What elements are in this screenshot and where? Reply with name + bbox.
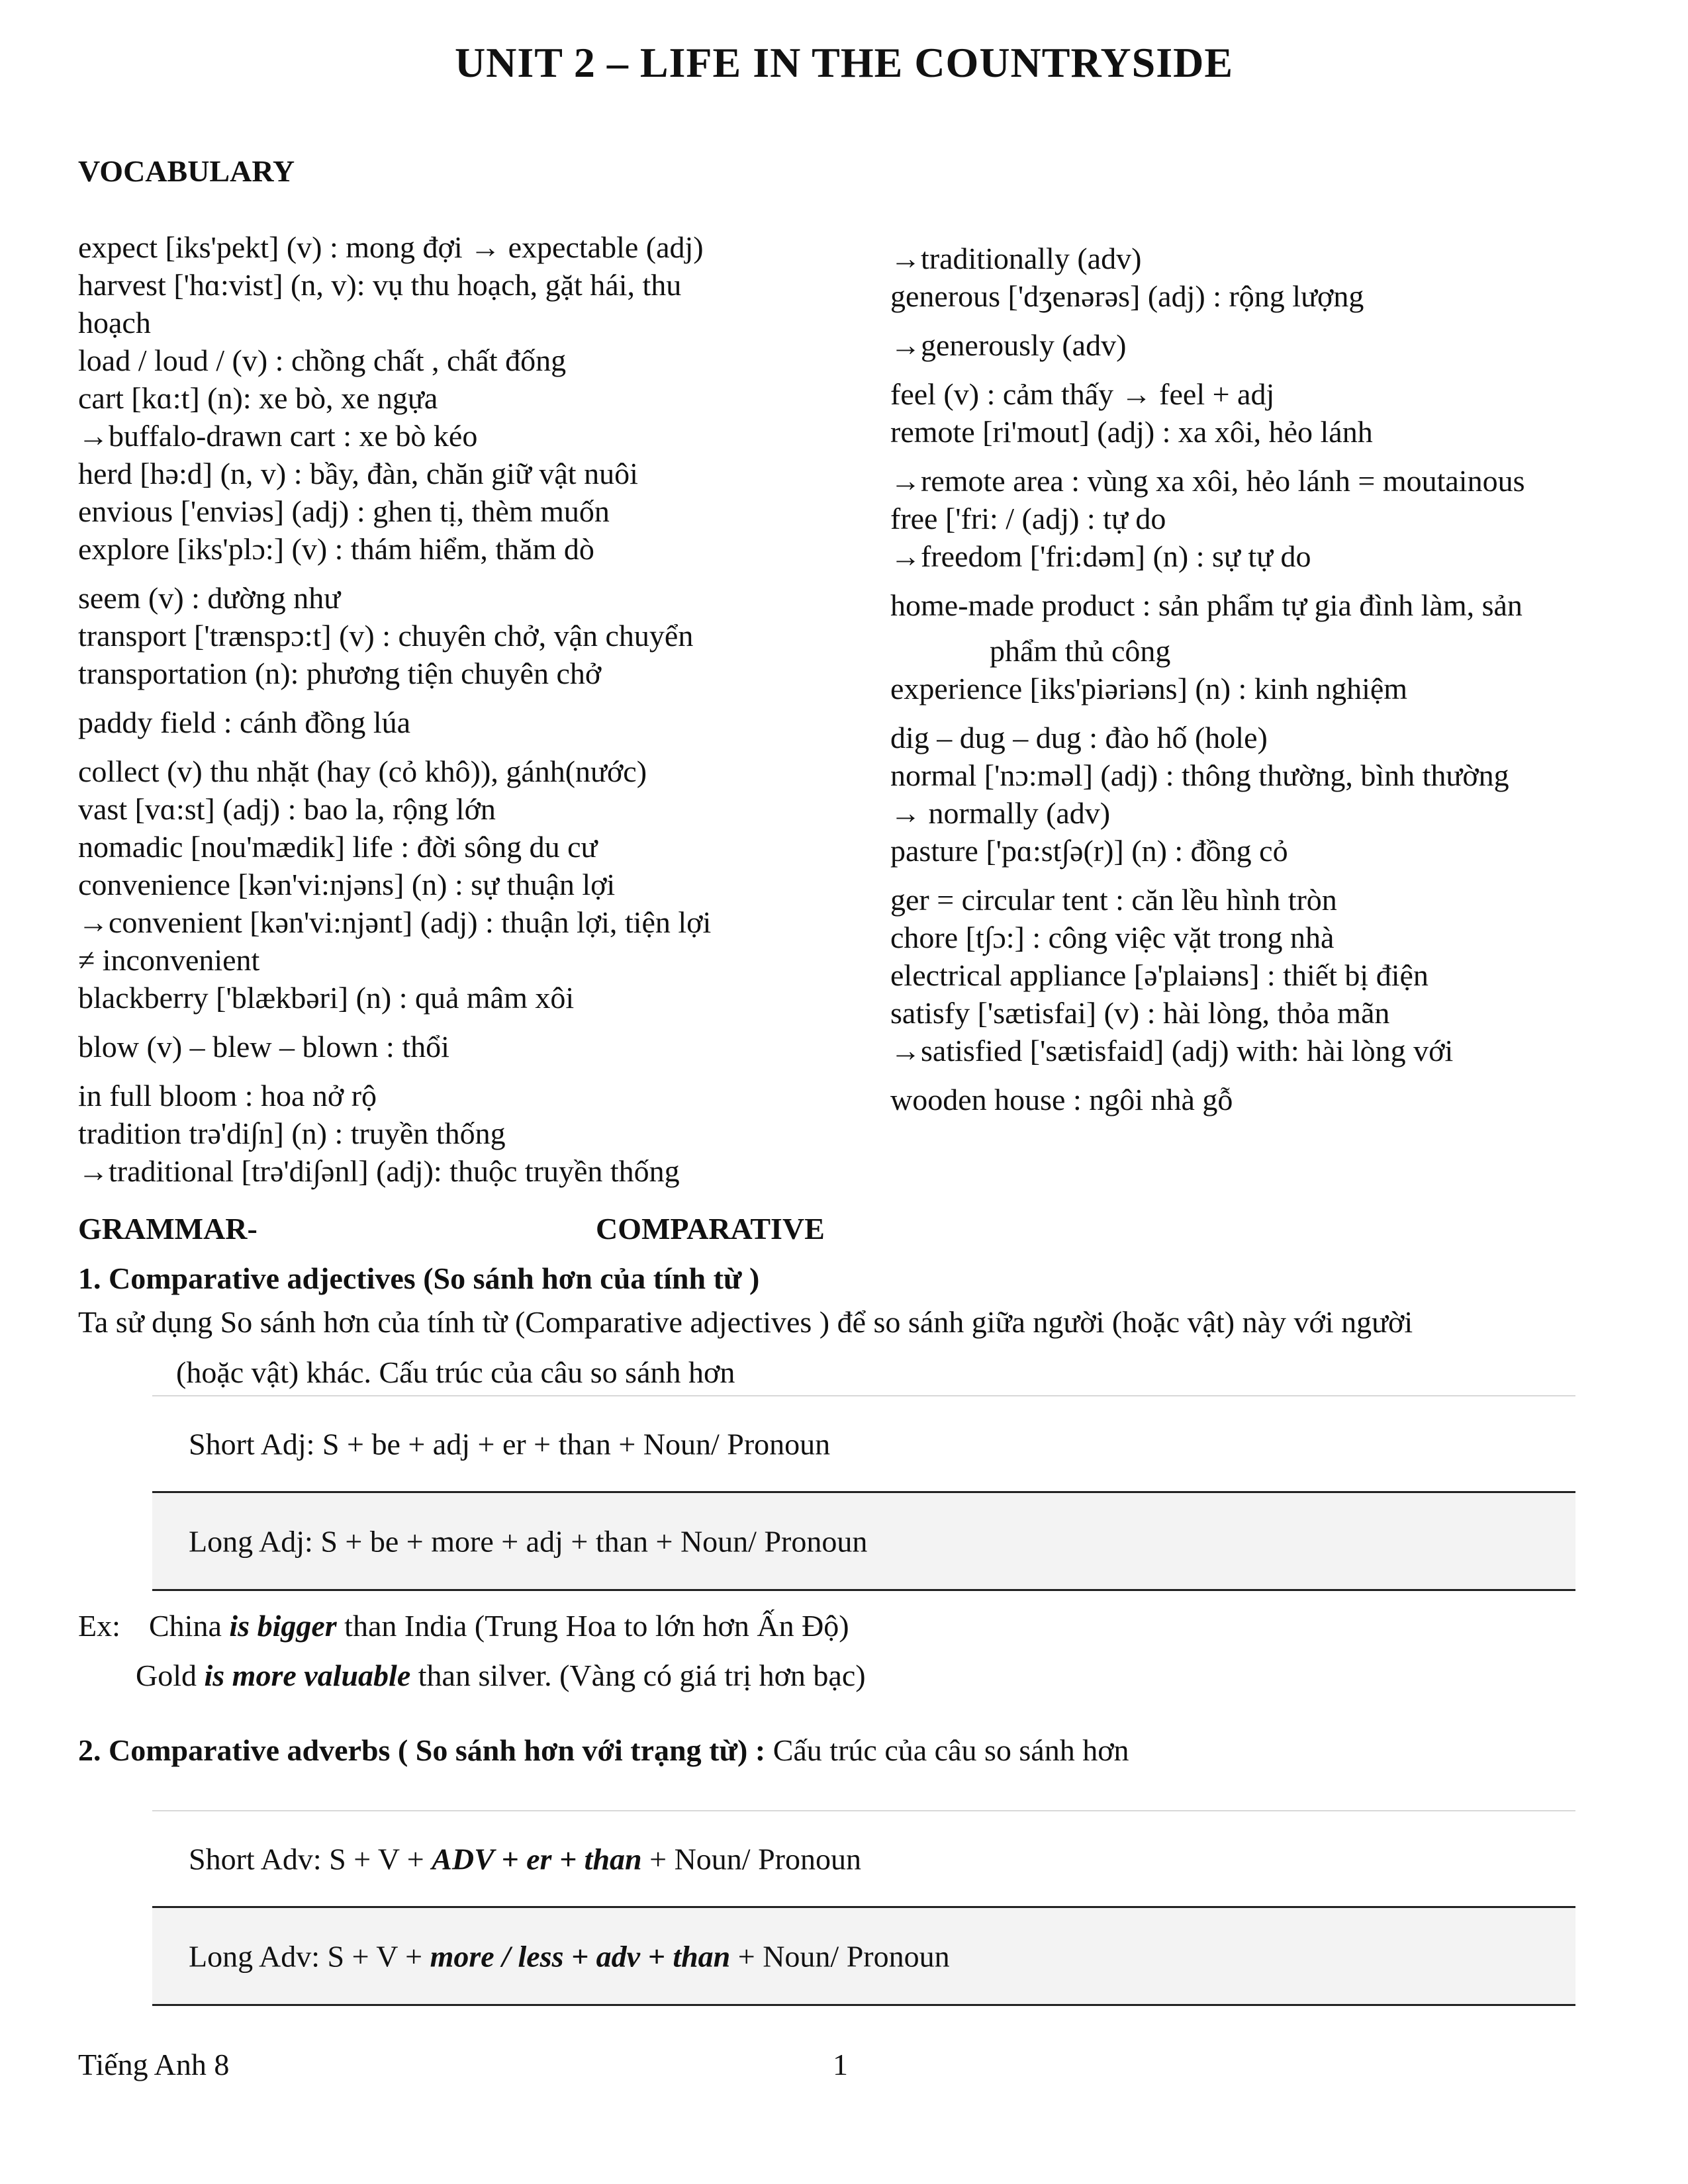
example-text: than silver. (Vàng có giá trị hơn bạc) <box>410 1659 866 1692</box>
section-1-paragraph <box>78 1297 1601 1398</box>
vocab-entry: remote [ri'mout] (adj) : xa xôi, hẻo lánh <box>890 415 1373 449</box>
rule-text: + Noun/ Pronoun <box>641 1842 861 1876</box>
vocab-entry: envious ['enviəs] (adj) : ghen tị, thèm muốn <box>78 494 610 528</box>
vocab-entry: chore [t∫ɔ:] : công việc vặt trong nhà <box>890 921 1335 954</box>
vocab-entry: free ['fri: / (adj) : tự do <box>890 502 1166 535</box>
vocab-entry: →satisfied ['sætisfaid] (adj) with: hài lòng với <box>890 1034 1454 1068</box>
long-adj-rule: Long Adj: S + be + more + adj + than + Noun/ Pronoun <box>189 1524 868 1558</box>
vocab-entry: →generously (adv) <box>890 328 1127 362</box>
example-text: than India (Trung Hoa to lớn hơn Ấn Độ) <box>336 1609 849 1643</box>
vocab-entry: paddy field : cánh đồng lúa <box>78 705 411 739</box>
rule-emphasis: ADV + er + than <box>432 1842 642 1876</box>
vocab-entry: herd [hə:d] (n, v) : bầy, đàn, chăn giữ vật nuôi <box>78 457 638 490</box>
vocab-entry: electrical appliance [ə'plaiəns] : thiết bị điện <box>890 958 1429 992</box>
vocab-left-column <box>78 228 711 1190</box>
page-number: 1 <box>833 2048 848 2081</box>
vocab-entry: cart [kɑ:t] (n): xe bò, xe ngựa <box>78 381 438 415</box>
vocab-entry: collect (v) thu nhặt (hay (cỏ khô)), gánh(nước) <box>78 754 647 788</box>
vocab-entry: feel (v) : cảm thấy → feel + adj <box>890 377 1275 411</box>
vocab-entry: satisfy ['sætisfai] (v) : hài lòng, thỏa mãn <box>890 996 1390 1030</box>
long-adv-rule <box>189 1938 950 1974</box>
vocab-entry: →freedom ['fri:dəm] (n) : sự tự do <box>890 539 1311 573</box>
example-1 <box>149 1608 849 1643</box>
vocab-entry: phẩm thủ công <box>990 634 1171 668</box>
paragraph-line: Ta sử dụng So sánh hơn của tính từ (Comparative adjectives ) để so sánh giữa người (hoặc vật) này với người <box>78 1305 1413 1339</box>
vocabulary-heading: VOCABULARY <box>78 154 295 188</box>
vocab-entry: → normally (adv) <box>890 796 1111 830</box>
vocab-entry: in full bloom : hoa nở rộ <box>78 1079 377 1113</box>
vocab-entry: blackberry ['blækbəri] (n) : quả mâm xôi <box>78 981 575 1015</box>
short-adj-rule-row <box>152 1395 1575 1493</box>
footer-course-name: Tiếng Anh 8 <box>78 2048 230 2081</box>
vocab-right-column <box>890 240 1524 1118</box>
vocab-entry: vast [vɑ:st] (adj) : bao la, rộng lớn <box>78 792 496 826</box>
short-adj-rule: Short Adj: S + be + adj + er + than + Noun/ Pronoun <box>189 1427 831 1461</box>
section-1-heading-text: 1. Comparative adjectives (So sánh hơn của tính từ ) <box>78 1261 760 1295</box>
rule-text: + Noun/ Pronoun <box>730 1939 950 1973</box>
vocab-entry: →convenient [kən'vi:njənt] (adj) : thuận lợi, tiện lợi <box>78 905 712 939</box>
vocab-entry: →remote area : vùng xa xôi, hẻo lánh = moutainous <box>890 464 1525 498</box>
long-adv-rule-row <box>152 1908 1575 2006</box>
short-adv-rule <box>189 1841 861 1876</box>
example-emphasis: is bigger <box>229 1609 337 1643</box>
vocab-entry: transport ['trænspɔ:t] (v) : chuyên chở, vận chuyển <box>78 619 694 653</box>
vocab-entry: generous ['dʒenərəs] (adj) : rộng lượng <box>890 279 1364 313</box>
vocab-entry: expect [iks'pekt] (v) : mong đợi → expectable (adj) <box>78 230 704 264</box>
vocab-entry: load / loud / (v) : chồng chất , chất đống <box>78 343 567 377</box>
rule-emphasis: more / less + adv + than <box>430 1939 731 1973</box>
section-2-heading-tail: Cấu trúc của câu so sánh hơn <box>765 1733 1129 1767</box>
short-adv-rule-row <box>152 1810 1575 1908</box>
vocab-entry: hoạch <box>78 306 151 340</box>
vocab-entry: ≠ inconvenient <box>78 943 260 977</box>
vocab-entry: explore [iks'plɔ:] (v) : thám hiểm, thăm dò <box>78 532 594 566</box>
vocab-entry: harvest ['hɑ:vist] (n, v): vụ thu hoạch, gặt hái, thu <box>78 268 682 302</box>
vocab-entry: dig – dug – dug : đào hố (hole) <box>890 721 1268 754</box>
vocab-entry: wooden house : ngôi nhà gỗ <box>890 1083 1233 1116</box>
example-text: Gold <box>136 1659 205 1692</box>
paragraph-line: (hoặc vật) khác. Cấu trúc của câu so sánh hơn <box>176 1355 735 1389</box>
vocab-entry: tradition trə'di∫n] (n) : truyền thống <box>78 1116 506 1150</box>
vocab-entry: pasture ['pɑ:st∫ə(r)] (n) : đồng cỏ <box>890 834 1288 868</box>
section-1-heading <box>78 1261 759 1296</box>
rule-text: Long Adv: S + V + <box>189 1939 430 1973</box>
vocab-entry: ger = circular tent : căn lều hình tròn <box>890 883 1337 917</box>
vocab-entry: →buffalo-drawn cart : xe bò kéo <box>78 419 478 453</box>
vocab-entry: transportation (n): phương tiện chuyên chở <box>78 657 602 690</box>
page-title: UNIT 2 – LIFE IN THE COUNTRYSIDE <box>454 39 1234 86</box>
vocab-entry: normal ['nɔ:məl] (adj) : thông thường, bình thường <box>890 758 1509 792</box>
vocab-entry: home-made product : sản phẩm tự gia đình làm, sản <box>890 588 1523 622</box>
vocab-entry: convenience [kən'vi:njəns] (n) : sự thuận lợi <box>78 868 616 901</box>
grammar-label: GRAMMAR- <box>78 1212 258 1246</box>
vocab-entry: blow (v) – blew – blown : thổi <box>78 1030 449 1064</box>
example-emphasis: is more valuable <box>204 1659 411 1692</box>
example-text: China <box>149 1609 230 1643</box>
section-2-heading <box>78 1733 1129 1768</box>
example-2 <box>136 1658 866 1693</box>
example-label: Ex: <box>78 1609 120 1643</box>
vocab-entry: →traditionally (adv) <box>890 242 1142 275</box>
vocab-entry: seem (v) : dường như <box>78 581 341 615</box>
grammar-title: COMPARATIVE <box>596 1212 825 1246</box>
rule-text: Short Adv: S + V + <box>189 1842 432 1876</box>
vocab-entry: →traditional [trə'di∫ənl] (adj): thuộc truyền thống <box>78 1154 680 1188</box>
vocab-entry: nomadic [nou'mædik] life : đời sông du cư <box>78 830 598 864</box>
vocab-entry: experience [iks'piəriəns] (n) : kinh nghiệm <box>890 672 1408 705</box>
long-adj-rule-row <box>152 1493 1575 1591</box>
section-2-heading-text: 2. Comparative adverbs ( So sánh hơn với trạng từ) : <box>78 1733 766 1767</box>
